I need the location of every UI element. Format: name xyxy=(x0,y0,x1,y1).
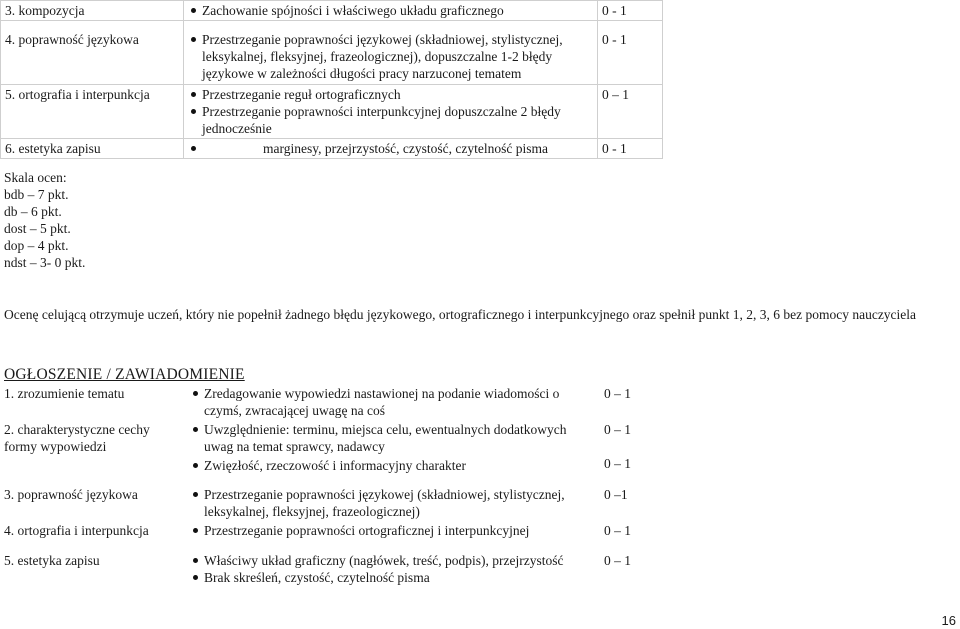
table-row xyxy=(1,21,663,85)
table-row xyxy=(0,539,660,586)
criterion-score: 0 - 1 xyxy=(598,1,663,21)
page-number: 16 xyxy=(941,613,956,628)
criterion-label: 1. zrozumienie tematu xyxy=(4,386,125,401)
grading-scale-line: db – 6 pkt. xyxy=(4,204,62,219)
criterion-item: Brak skreśleń, czystość, czytelność pisma xyxy=(190,569,596,586)
criterion-item: Przestrzeganie poprawności językowej (składniowej, stylistycznej, leksykalnej, fleksyjnej, frazeologicznej) xyxy=(190,486,596,520)
table-row xyxy=(0,419,660,474)
criterion-score: 0 – 1 xyxy=(604,523,631,538)
criterion-score: 0 - 1 xyxy=(598,139,663,159)
criteria-table-bottom xyxy=(0,385,660,586)
criterion-score: 0 –1 xyxy=(604,487,628,502)
section-title: OGŁOSZENIE / ZAWIADOMIENIE xyxy=(4,366,245,383)
criterion-item: Właściwy układ graficzny (nagłówek, treść, podpis), przejrzystość xyxy=(190,552,596,569)
criterion-item: Uwzględnienie: terminu, miejsca celu, ewentualnych dodatkowych uwag na temat sprawcy, nadawcy xyxy=(190,421,596,455)
criterion-item: Przestrzeganie reguł ortograficznych xyxy=(188,86,593,103)
criterion-item: Przestrzeganie poprawności interpunkcyjnej dopuszczalne 2 błędy jednocześnie xyxy=(188,103,593,137)
criterion-label: 6. estetyka zapisu xyxy=(1,139,184,159)
criterion-score: 0 – 1 xyxy=(604,386,631,401)
grading-scale-line: dost – 5 pkt. xyxy=(4,221,71,236)
criteria-table-top xyxy=(0,0,663,159)
grading-scale-line: bdb – 7 pkt. xyxy=(4,187,69,202)
criterion-score: 0 – 1 xyxy=(604,456,631,471)
criterion-item: Przestrzeganie poprawności ortograficznej i interpunkcyjnej xyxy=(190,522,596,539)
grading-scale xyxy=(4,169,85,271)
criterion-item: Zachowanie spójności i właściwego układu graficznego xyxy=(188,2,593,19)
grading-scale-title: Skala ocen: xyxy=(4,170,67,185)
criterion-item: marginesy, przejrzystość, czystość, czytelność pisma xyxy=(188,140,593,157)
criterion-label: 3. poprawność językowa xyxy=(4,487,138,502)
table-row xyxy=(1,139,663,159)
criterion-label: 5. ortografia i interpunkcja xyxy=(1,85,184,139)
criterion-label: 5. estetyka zapisu xyxy=(4,553,100,568)
table-row xyxy=(0,520,660,539)
criterion-label: 4. poprawność językowa xyxy=(1,21,184,85)
grading-scale-line: dop – 4 pkt. xyxy=(4,238,69,253)
criterion-label: 2. charakterystyczne cechy formy wypowiedzi xyxy=(4,422,150,454)
criterion-item: Zwięzłość, rzeczowość i informacyjny charakter xyxy=(190,457,596,474)
criterion-item: Zredagowanie wypowiedzi nastawionej na podanie wiadomości o czymś, zwracającej uwagę na coś xyxy=(190,385,596,419)
table-row xyxy=(1,1,663,21)
grading-scale-line: ndst – 3- 0 pkt. xyxy=(4,255,86,270)
excellent-grade-note: Ocenę celującą otrzymuje uczeń, który nie popełnił żadnego błędu językowego, ortograficznego i interpunkcyjnego oraz spełnił punkt 1, 2, 3, 6 bez pomocy nauczyciela xyxy=(4,307,917,322)
table-row xyxy=(1,85,663,139)
criterion-label: 3. kompozycja xyxy=(1,1,184,21)
criterion-label: 4. ortografia i interpunkcja xyxy=(4,523,149,538)
criterion-score: 0 – 1 xyxy=(598,85,663,139)
criterion-score: 0 – 1 xyxy=(604,553,631,568)
table-row xyxy=(0,385,660,419)
criterion-item: Przestrzeganie poprawności językowej (składniowej, stylistycznej, leksykalnej, fleksyjnej, frazeologicznej), dopuszczalne 1-2 błędy językowe w zależności długości pracy narzuconej tematem xyxy=(188,31,593,82)
criterion-score: 0 - 1 xyxy=(598,21,663,85)
table-row xyxy=(0,474,660,520)
criterion-score: 0 – 1 xyxy=(604,422,631,437)
